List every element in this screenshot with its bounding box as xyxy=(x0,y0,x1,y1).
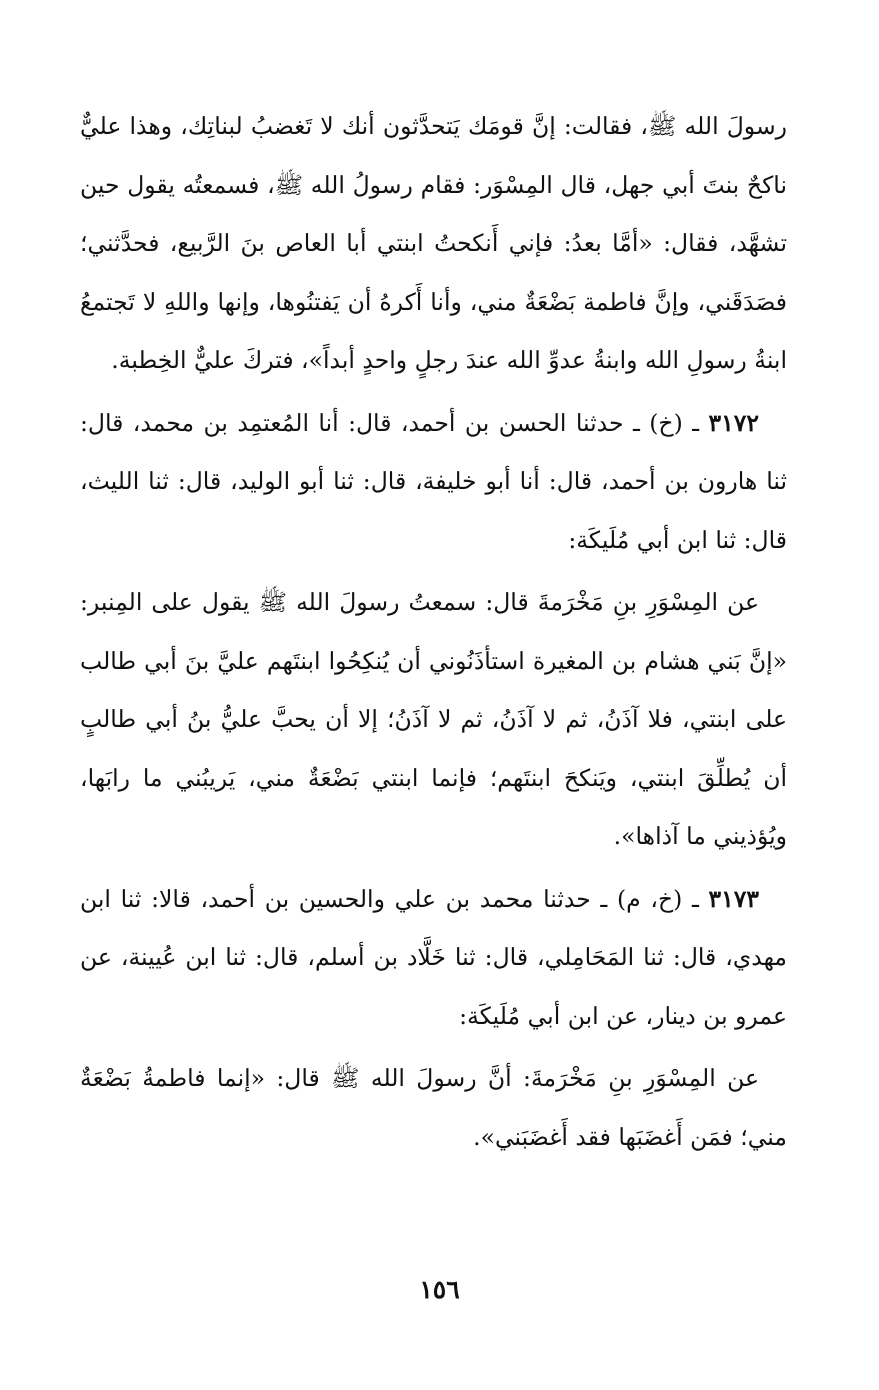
hadith-matn-3173 xyxy=(80,1049,787,1166)
paragraph-text: عن المِسْوَرِ بنِ مَخْرَمةَ قال: سمعتُ رسولَ الله ﷺ يقول على المِنبر: «إنَّ بَني هشام بن المغيرة استأذَنُوني أن يُنكِحُوا ابنتَهم عليَّ بنَ أبي طالب على ابنتي، فلا آذَنُ، ثم لا آذَنُ، ثم لا آذَنُ؛ إلا أن يحبَّ عليُّ بنُ أبي طالبٍ أن يُطلِّقَ ابنتي، ويَنكحَ ابنتَهم؛ فإنما ابنتي بَضْعَةٌ مني، يَريبُني ما رابَها، ويُؤذيني ما آذاها». xyxy=(80,588,787,850)
hadith-3172 xyxy=(80,394,787,570)
paragraph-text: عن المِسْوَرِ بنِ مَخْرَمةَ: أنَّ رسولَ الله ﷺ قال: «إنما فاطمةُ بَضْعَةٌ مني؛ فمَن أَغضَبَها فقد أَغضَبَني». xyxy=(80,1064,787,1151)
hadith-number: ٣١٧٣ xyxy=(708,884,759,913)
hadith-number: ٣١٧٢ xyxy=(708,408,759,437)
page-number: ١٥٦ xyxy=(419,1275,460,1304)
hadith-matn-3172 xyxy=(80,573,787,866)
hadith-isnad: ـ (خ) ـ حدثنا الحسن بن أحمد، قال: أنا المُعتمِد بن محمد، قال: ثنا هارون بن أحمد، قال: أنا أبو خليفة، قال: ثنا أبو الوليد، قال: ثنا الليث، قال: ثنا ابن أبي مُلَيكَة: xyxy=(80,408,787,554)
paragraph-text: رسولَ الله ﷺ، فقالت: إنَّ قومَك يَتحدَّثون أنك لا تَغضبُ لبناتِك، وهذا عليٌّ ناكحٌ بنتَ أبي جهل، قال المِسْوَر: فقام رسولُ الله ﷺ، فسمعتُه يقول حين تشهَّد، فقال: «أمَّا بعدُ: فإني أَنكحتُ ابنتي أبا العاص بنَ الرَّبيع، فحدَّثني؛ فصَدَقَني، وإنَّ فاطمة بَضْعَةٌ مني، وأنا أَكرهُ أن يَفتنُوها، وإنها واللهِ لا تَجتمعُ ابنةُ رسولِ الله وابنةُ عدوِّ الله عندَ رجلٍ واحدٍ أبداً»، فتركَ عليٌّ الخِطبة. xyxy=(80,112,787,374)
paragraph-continuation xyxy=(80,97,787,390)
hadith-3173 xyxy=(80,870,787,1046)
hadith-isnad: ـ (خ، م) ـ حدثنا محمد بن علي والحسين بن أحمد، قالا: ثنا ابن مهدي، قال: ثنا المَحَامِلي، قال: ثنا خَلَّاد بن أسلم، قال: ثنا ابن عُيينة، عن عمرو بن دينار، عن ابن أبي مُلَيكَة: xyxy=(80,884,787,1030)
